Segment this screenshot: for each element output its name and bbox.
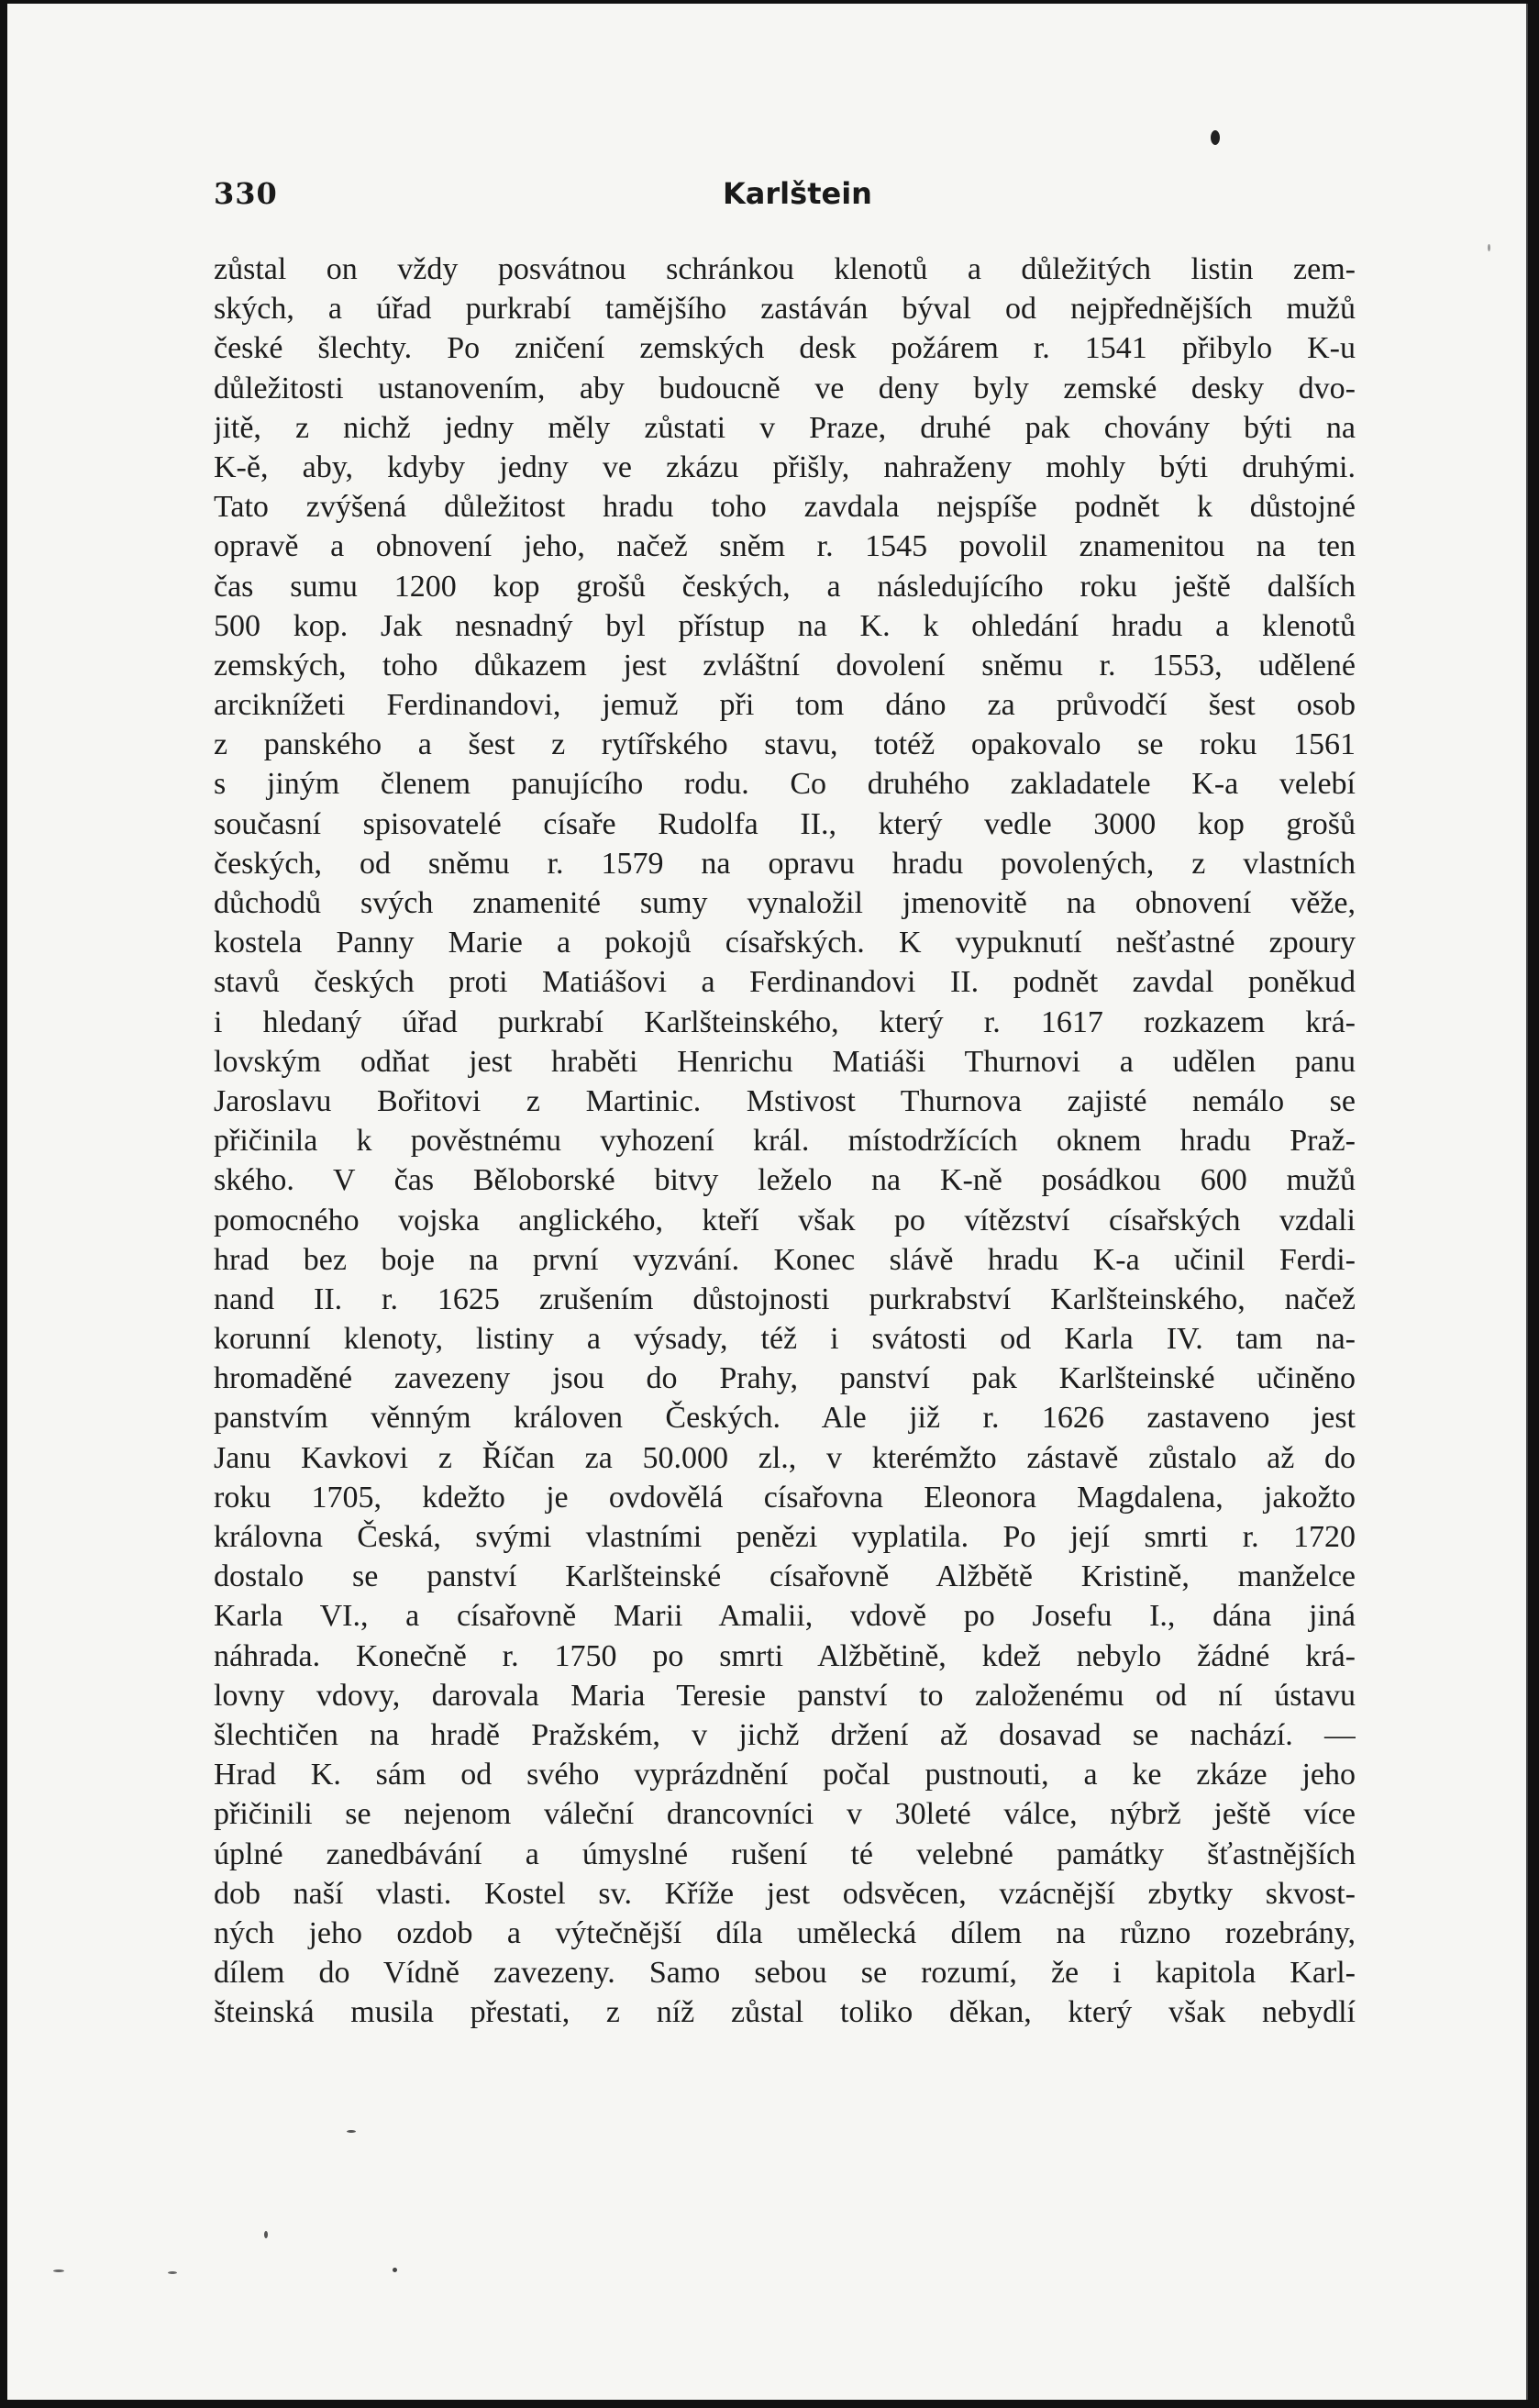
text-line: jitě, z nichž jedny měly zůstati v Praze, druhé pak chovány býti na <box>214 410 1356 445</box>
text-line: Jaroslavu Bořitovi z Martinic. Mstivost Thurnova zajisté nemálo se <box>214 1083 1356 1118</box>
text-line: korunní klenoty, listiny a výsady, též i svátosti od Karla IV. tam na- <box>214 1322 1356 1357</box>
text-line: K-ě, aby, kdyby jedny ve zkázu přišly, nahraženy mohly býti druhými. <box>214 449 1356 484</box>
ink-speck <box>393 2268 397 2272</box>
text-line: důležitosti ustanovením, aby budoucně ve deny byly zemské desky dvo- <box>214 371 1356 405</box>
text-line: 500 kop. Jak nesnadný byl přístup na K. k ohledání hradu a klenotů <box>214 608 1356 643</box>
text-line: i hledaný úřad purkrabí Karlšteinského, který r. 1617 rozkazem krá- <box>214 1004 1356 1039</box>
text-line: hromaděné zavezeny jsou do Prahy, panství pak Karlšteinské učiněno <box>214 1361 1356 1396</box>
text-line: nand II. r. 1625 zrušením důstojnosti purkrabství Karlšteinského, načež <box>214 1282 1356 1316</box>
text-line: hrad bez boje na první vyzvání. Konec slávě hradu K-a učinil Ferdi- <box>214 1242 1356 1277</box>
ink-speck <box>264 2231 268 2238</box>
text-line: arciknížeti Ferdinandovi, jemuž při tom dáno za průvodčí šest osob <box>214 688 1356 723</box>
text-line: českých, od sněmu r. 1579 na opravu hradu povolených, z vlastních <box>214 846 1356 881</box>
page-number: 330 <box>214 176 278 211</box>
text-line: úplné zanedbávání a úmyslné rušení té velebné památky šťastnějších <box>214 1837 1356 1871</box>
text-line: Janu Kavkovi z Říčan za 50.000 zl., v kterémžto zástavě zůstalo až do <box>214 1440 1356 1475</box>
text-line: čas sumu 1200 kop grošů českých, a následujícího roku ještě dalších <box>214 569 1356 604</box>
ink-speck <box>1488 244 1490 251</box>
text-line: náhrada. Konečně r. 1750 po smrti Alžbětině, kdež nebylo žádné krá- <box>214 1638 1356 1673</box>
text-line: panstvím věnným královen Českých. Ale již r. 1626 zastaveno jest <box>214 1401 1356 1436</box>
text-line: přičinila k pověstnému vyhození král. místodržících oknem hradu Praž- <box>214 1124 1356 1159</box>
text-line: pomocného vojska anglického, kteří však po vítězství císařských vzdali <box>214 1203 1356 1237</box>
text-line: královna Česká, svými vlastními penězi vyplatila. Po její smrti r. 1720 <box>214 1520 1356 1554</box>
text-line: opravě a obnovení jeho, načež sněm r. 1545 povolil znamenitou na ten <box>214 529 1356 564</box>
text-line: šteinská musila přestati, z níž zůstal toliko děkan, který však nebydlí <box>214 1995 1356 2030</box>
text-line: lovským odňat jest hraběti Henrichu Matiáši Thurnovi a udělen panu <box>214 1044 1356 1079</box>
text-line: stavů českých proti Matiášovi a Ferdinandovi II. podnět zavdal poněkud <box>214 965 1356 1000</box>
text-line: šlechtičen na hradě Pražském, v jichž držení až dosavad se nachází. — <box>214 1717 1356 1752</box>
text-line: lovny vdovy, darovala Maria Teresie panství to založenému od ní ústavu <box>214 1678 1356 1713</box>
ink-speck <box>168 2271 177 2274</box>
text-line: ského. V čas Běloborské bitvy leželo na K-ně posádkou 600 mužů <box>214 1163 1356 1198</box>
text-line: zůstal on vždy posvátnou schránkou klenotů a důležitých listin zem- <box>214 252 1356 286</box>
text-line: přičinili se nejenom váleční drancovníci v 30leté válce, nýbrž ještě více <box>214 1797 1356 1832</box>
text-line: kostela Panny Marie a pokojů císařských. K vypuknutí nešťastné zpoury <box>214 926 1356 960</box>
body-text <box>214 250 1356 2032</box>
text-line: s jiným členem panujícího rodu. Co druhého zakladatele K-a velebí <box>214 767 1356 802</box>
book-page <box>7 4 1528 2400</box>
text-line: Tato zvýšená důležitost hradu toho zavdala nejspíše podnět k důstojné <box>214 490 1356 525</box>
ink-speck <box>53 2269 64 2272</box>
text-line: Hrad K. sám od svého vyprázdnění počal pustnouti, a ke zkáze jeho <box>214 1758 1356 1792</box>
text-line: roku 1705, kdežto je ovdovělá císařovna Eleonora Magdalena, jakožto <box>214 1480 1356 1515</box>
text-line: ských, a úřad purkrabí tamějšího zastáván býval od nejpřednějších mužů <box>214 292 1356 327</box>
text-line: dostalo se panství Karlšteinské císařovně Alžbětě Kristině, manželce <box>214 1559 1356 1594</box>
text-line: důchodů svých znamenité sumy vynaložil jmenovitě na obnovení věže, <box>214 886 1356 920</box>
text-line: Karla VI., a císařovně Marii Amalii, vdově po Josefu I., dána jiná <box>214 1599 1356 1634</box>
text-line: současní spisovatelé císaře Rudolfa II., který vedle 3000 kop grošů <box>214 806 1356 841</box>
text-line: dob naší vlasti. Kostel sv. Kříže jest odsvěcen, vzácnější zbytky skvost- <box>214 1876 1356 1911</box>
text-line: dílem do Vídně zavezeny. Samo sebou se rozumí, že i kapitola Karl- <box>214 1956 1356 1991</box>
running-title: Karlštein <box>723 176 872 211</box>
text-line: české šlechty. Po zničení zemských desk požárem r. 1541 přibylo K-u <box>214 331 1356 366</box>
text-line: zemských, toho důkazem jest zvláštní dovolení sněmu r. 1553, udělené <box>214 648 1356 682</box>
ink-speck <box>347 2130 356 2133</box>
page-header <box>214 167 1356 222</box>
ink-speck <box>1211 130 1220 145</box>
text-line: z panského a šest z rytířského stavu, totéž opakovalo se roku 1561 <box>214 727 1356 762</box>
text-line: ných jeho ozdob a výtečnější díla umělecká dílem na různo rozebrány, <box>214 1915 1356 1950</box>
